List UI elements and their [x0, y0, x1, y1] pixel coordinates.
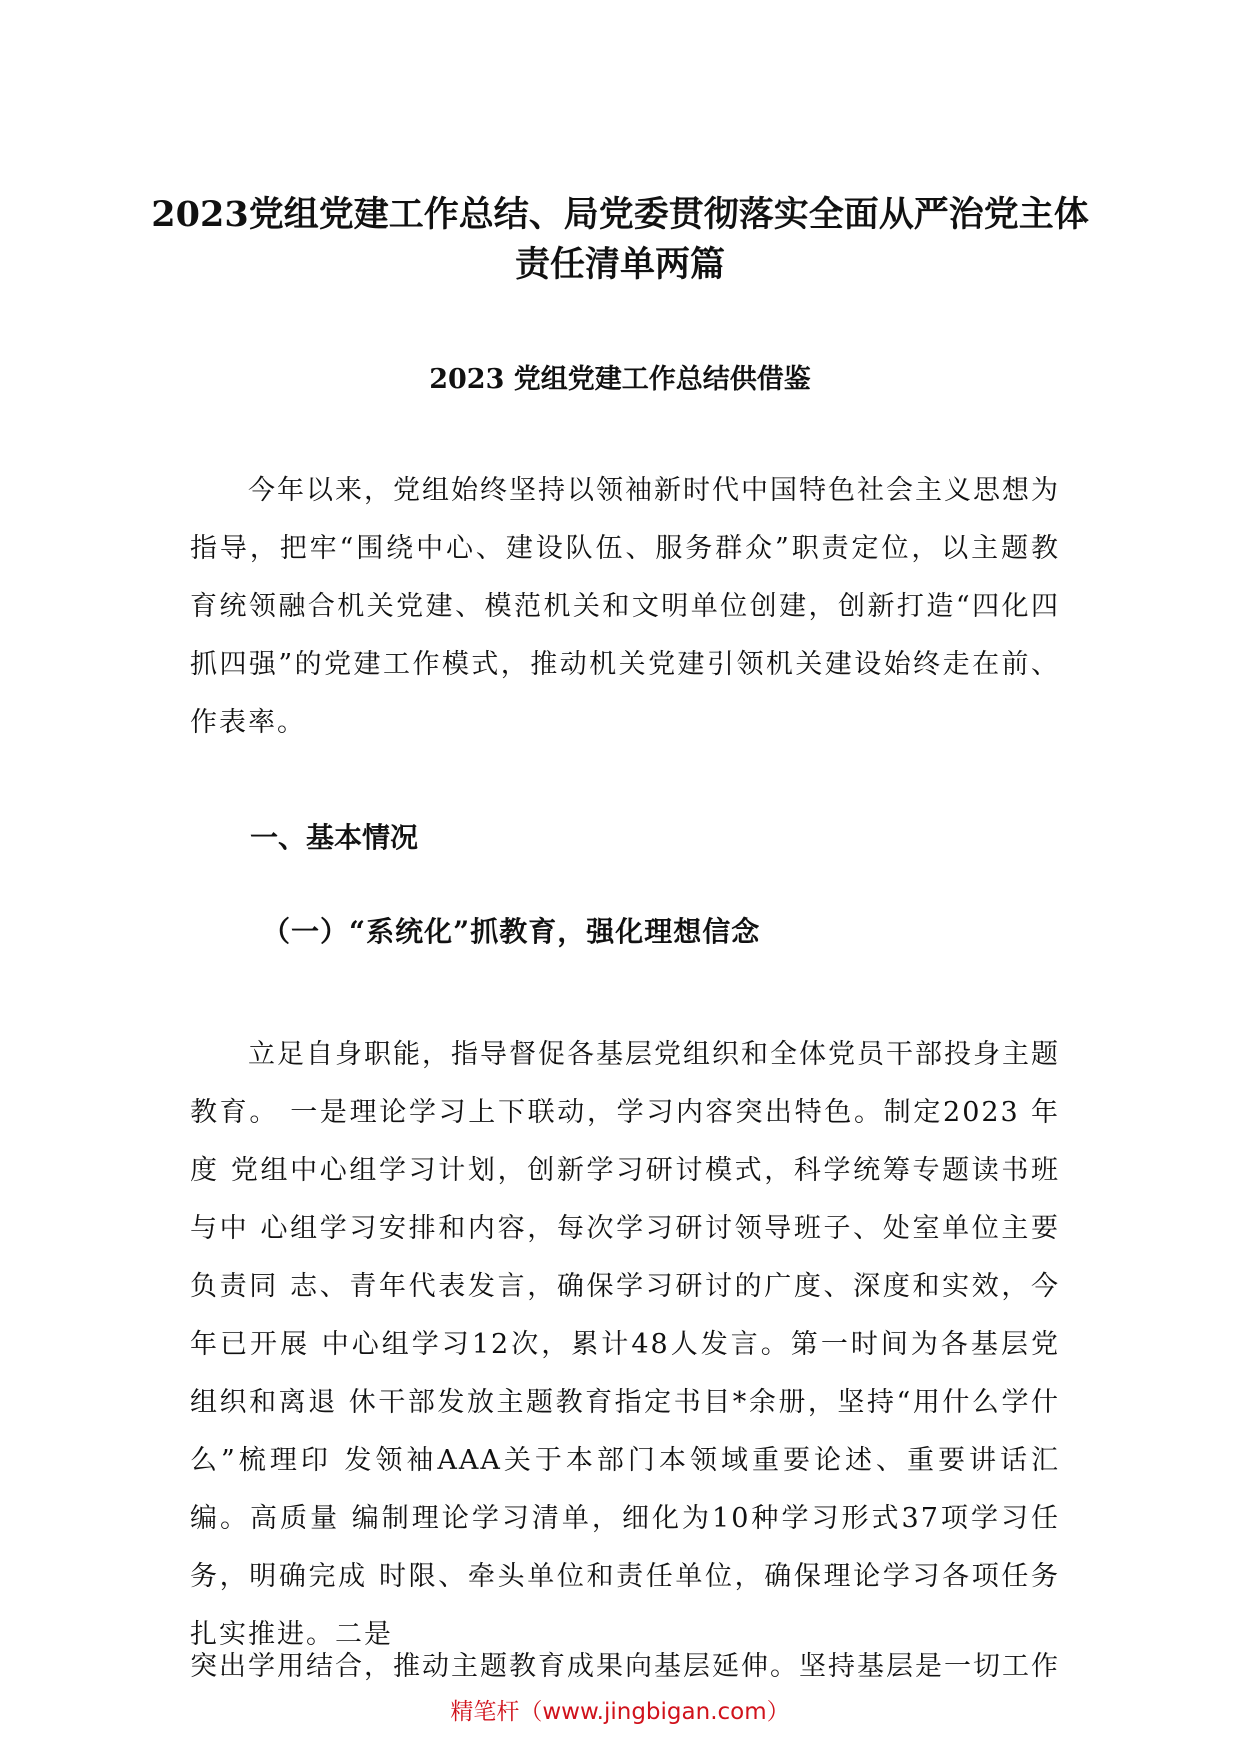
- document-title: 2023党组党建工作总结、局党委贯彻落实全面从严治党主体责任清单两篇: [151, 194, 1089, 285]
- section-heading-basic-situation: 一、基本情况: [250, 821, 419, 854]
- subsection-heading-education: （一）“系统化”抓教育，强化理想信念: [262, 915, 761, 948]
- intro-paragraph: 今年以来，党组始终坚持以领袖新时代中国特色社会主义思想为指导，把牢“围绕中心、建设队伍、服务群众”职责定位，以主题教育统领融合机关党建、模范机关和文明单位创建，创新打造“四化四抓四强”的党建工作模式，推动机关党建引领机关建设始终走在前、作表率。: [190, 475, 1060, 738]
- document-subtitle: 2023 党组党建工作总结供借鉴: [429, 364, 811, 395]
- section-body-paragraph: 立足自身职能，指导督促各基层党组织和全体党员干部投身主题教育。 一是理论学习上下联动，学习内容突出特色。制定2023 年度 党组中心组学习计划，创新学习研讨模式，科学统筹专题读书班与中 心组学习安排和内容，每次学习研讨领导班子、处室单位主要负责同 志、青年代表发言，确保学习研讨的广度、深度和实效，今年已开展 中心组学习12次，累计48人发言。第一时间为各基层党组织和离退 休干部发放主题教育指定书目*余册，坚持“用什么学什么”梳理印 发领袖AAA关于本部门本领域重要论述、重要讲话汇编。高质量 编制理论学习清单，细化为10种学习形式37项学习任务，明确完成 时限、牵头单位和责任单位，确保理论学习各项任务扎实推进。二是: [190, 1039, 1060, 1650]
- footer-watermark: 精笔杆（www.jingbigan.com）: [450, 1699, 790, 1725]
- continuation-paragraph: 突出学用结合，推动主题教育成果向基层延伸。坚持基层是一切工作: [190, 1651, 1060, 1682]
